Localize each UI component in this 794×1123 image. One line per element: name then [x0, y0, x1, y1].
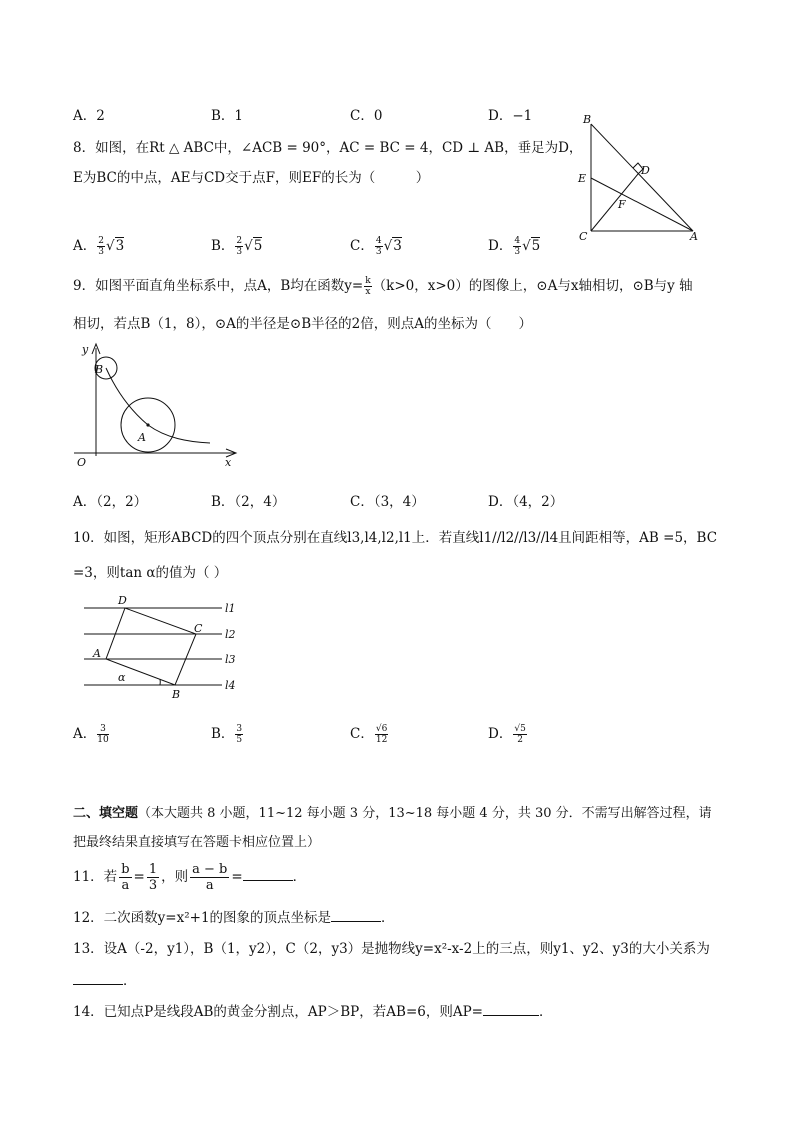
- q7-option-c: C．0: [350, 108, 383, 124]
- q10-label-alpha: α: [118, 671, 126, 684]
- q9-label-x: x: [225, 456, 232, 469]
- q10-label-a: A: [93, 647, 101, 660]
- q8-label-e: E: [578, 172, 587, 185]
- q8-segment-cd: [591, 174, 638, 231]
- q10-label-l4: l4: [225, 679, 236, 692]
- q7-option-b: B．1: [211, 108, 244, 124]
- q8-segment-ae: [591, 178, 693, 231]
- q9-label-y: y: [82, 343, 89, 356]
- q11-answer-blank[interactable]: [243, 868, 293, 881]
- q10-figure: [80, 590, 250, 700]
- q8-option-a: A． $\frac{2}{3}$ √3: [73, 236, 125, 257]
- q10-label-c: C: [194, 622, 203, 635]
- q13-stem-line2: ．: [73, 969, 137, 989]
- section2-heading: 二、填空题（本大题共 8 小题，11~12 每小题 3 分，13~18 每小题 4 分，共 30 分．不需写出解答过程，请: [73, 806, 712, 821]
- q13-answer-blank[interactable]: [73, 972, 123, 985]
- q11-stem: 11．若 $\frac{b}{a}$ = $\frac{1}{3}$ ，则 $\frac{a - b}{a}$ = ．: [73, 862, 307, 893]
- q9-label-o: O: [77, 456, 87, 469]
- q10-option-d: D． $\frac{√5}{2}$: [488, 724, 526, 745]
- q10-stem-line1: 10．如图，矩形ABCD的四个顶点分别在直线l3,l4,l2,l1上．若直线l1//l2//l3//l4且间距相等，AB =5，BC: [73, 530, 718, 546]
- q14-stem: 14．已知点P是线段AB的黄金分割点，AP＞BP，若AB=6，则AP= ．: [73, 1004, 553, 1020]
- q9-option-a: A．（2，2）: [73, 494, 148, 510]
- q9-label-a: A: [138, 431, 146, 444]
- q10-label-b: B: [172, 688, 181, 700]
- q9-stem-line1: 9．如图平面直角坐标系中，点A，B均在函数y= $\frac{k}{x}$ （k>0，x>0）的图像上，⊙A与x轴相切，⊙B与y 轴: [73, 276, 693, 297]
- q10-option-c: C． $\frac{√6}{12}$: [350, 724, 388, 745]
- q8-option-b: B． $\frac{2}{3}$ √5: [211, 236, 263, 257]
- q8-label-a: A: [690, 230, 698, 243]
- q13-stem-line1: 13．设A（-2，y1），B（1，y2），C（2，y3）是抛物线y=x²-x-2上的三点，则y1、y2、y3的大小关系为: [73, 941, 710, 957]
- q9-figure: [70, 338, 240, 473]
- q8-stem-line1: 8．如图，在Rt △ ABC中，∠ACB = 90°，AC = BC = 4，CD ⊥ AB，垂足为D，: [73, 140, 583, 156]
- q8-option-d: D． $\frac{4}{3}$ √5: [488, 236, 541, 257]
- q10-label-d: D: [118, 594, 127, 607]
- q9-option-d: D．（4，2）: [488, 494, 564, 510]
- q9-point-a: [146, 423, 149, 426]
- q8-figure: [575, 112, 705, 244]
- q8-label-f: F: [618, 198, 626, 211]
- q8-label-c: C: [579, 230, 588, 243]
- q10-label-l3: l3: [225, 653, 236, 666]
- q7-option-a: A．2: [73, 108, 105, 124]
- q10-label-l2: l2: [225, 628, 236, 641]
- q9-label-b: B: [95, 363, 104, 376]
- q8-label-b: B: [583, 113, 592, 126]
- q9-stem-line2: 相切，若点B（1，8），⊙A的半径是⊙B半径的2倍，则点A的坐标为（ ）: [73, 316, 532, 332]
- q10-stem-line2: =3，则tan α的值为（ ）: [73, 565, 228, 581]
- q9-option-b: B．（2，4）: [211, 494, 286, 510]
- q10-option-a: A． $\frac{3}{10}$: [73, 724, 109, 745]
- q8-segment-ab: [591, 124, 693, 231]
- q10-option-b: B． $\frac{3}{5}$: [211, 724, 243, 745]
- q8-label-d: D: [641, 164, 650, 177]
- q12-stem: 12．二次函数y=x²+1的图象的顶点坐标是 ．: [73, 910, 395, 926]
- q12-answer-blank[interactable]: [331, 909, 381, 922]
- q10-label-l1: l1: [225, 602, 236, 615]
- q8-option-c: C． $\frac{4}{3}$ √3: [350, 236, 402, 257]
- q9-option-c: C．（3，4）: [350, 494, 425, 510]
- q14-answer-blank[interactable]: [483, 1003, 539, 1016]
- q8-stem-line2: E为BC的中点，AE与CD交于点F，则EF的长为（ ）: [73, 170, 430, 186]
- section2-desc-line2: 把最终结果直接填写在答题卡相应位置上）: [73, 835, 321, 850]
- q7-option-d: D．−1: [488, 108, 533, 124]
